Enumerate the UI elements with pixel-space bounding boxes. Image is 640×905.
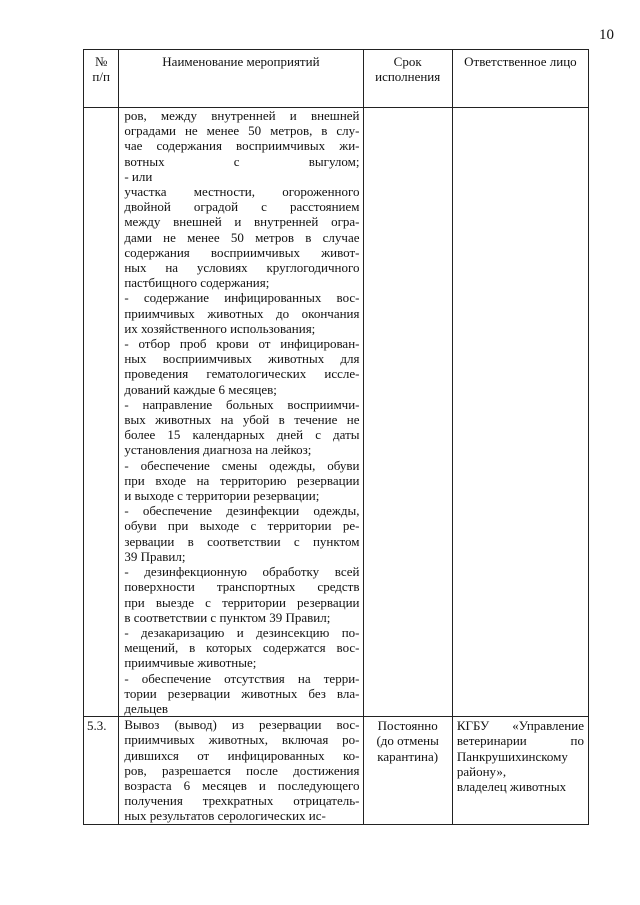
measure-line: дований каждые 6 месяцев; <box>124 381 277 397</box>
measure-line: - содержание инфицированных вос- <box>124 290 360 306</box>
measure-item <box>124 397 359 458</box>
row-5-3-term <box>363 717 452 824</box>
measure-line: ных на условиях круглогодичного <box>124 260 360 276</box>
row-5-3-description <box>119 717 363 824</box>
row-5-3-term-line: Постоянно <box>377 718 438 734</box>
row-5-3-number: 5.3. <box>84 717 119 824</box>
measure-item <box>124 184 359 290</box>
measure-line: оградами не менее 50 метров, в слу- <box>124 123 360 139</box>
table-header-row <box>84 50 589 108</box>
measure-line: зервации в соответствии с пунктом <box>124 533 360 549</box>
measure-line: мещений, в которых содержатся вос- <box>124 640 360 656</box>
measure-line: - обеспечение отсутствия на терри- <box>124 670 360 686</box>
table-row-continued <box>84 108 589 717</box>
header-number <box>84 50 119 108</box>
measure-line: 39 Правил; <box>124 548 186 564</box>
table-row-5-3 <box>84 717 589 824</box>
continued-row-number <box>84 108 119 717</box>
measure-line: - обеспечение смены одежды, обуви <box>124 457 360 473</box>
row-5-3-description-line: получения трехкратных отрицатель- <box>124 793 360 809</box>
header-number-pp: п/п <box>92 69 110 85</box>
measure-line: проведения гематологических иссле- <box>124 366 360 382</box>
measure-line: при входе на территорию резервации <box>124 472 360 488</box>
row-5-3-description-line: приимчивых животных, включая ро- <box>124 732 360 748</box>
measure-item <box>124 290 359 336</box>
measure-line: содержания восприимчивых живот- <box>124 244 360 260</box>
row-5-3-responsible-line: КГБУ «Управление <box>456 718 584 734</box>
measure-line: поверхности транспортных средств <box>124 579 360 595</box>
row-5-3-description-line: дившихся от инфицированных ко- <box>124 747 360 763</box>
measure-line: двойной оградой с расстоянием <box>124 199 360 215</box>
header-term-line-2: исполнения <box>375 69 441 85</box>
row-5-3-term-line: (до отмены <box>376 733 439 749</box>
measure-line: ных восприимчивых животных для <box>124 351 360 367</box>
measure-item <box>124 503 359 564</box>
measure-item <box>124 625 359 671</box>
measure-line: более 15 календарных дней с даты <box>124 427 360 443</box>
header-term-line-1: Срок <box>393 54 422 69</box>
measure-line: вых животных на убой в течение не <box>124 412 360 428</box>
measure-line: вотных с выгулом; <box>124 153 360 169</box>
row-5-3-responsible-line: ветеринарии по <box>456 733 584 749</box>
header-name: Наименование мероприятий <box>119 50 363 108</box>
continued-row-term <box>363 108 452 717</box>
measure-line: приимчивых животных до окончания <box>124 305 360 321</box>
measure-line: дельцев <box>124 700 168 716</box>
measures-table <box>83 49 589 825</box>
continued-row-responsible <box>452 108 588 717</box>
measure-line: обуви при выходе с территории ре- <box>124 518 360 534</box>
measure-line: в соответствии с пунктом 39 Правил; <box>124 609 331 625</box>
measure-line: - отбор проб крови от инфицирован- <box>124 336 360 352</box>
measure-line: - дезинфекционную обработку всей <box>124 564 360 580</box>
measure-line: ров, между внутренней и внешней <box>124 108 360 123</box>
measure-line: между внешней и внутренней огра- <box>124 214 360 230</box>
row-5-3-description-line: Вывоз (вывод) из резервации вос- <box>124 717 360 733</box>
header-number-sign: № <box>94 54 108 69</box>
measure-line: приимчивые животные; <box>124 655 257 671</box>
measure-line: - обеспечение дезинфекции одежды, <box>124 503 360 519</box>
measure-item <box>124 108 359 184</box>
measure-item <box>124 336 359 397</box>
measure-item <box>124 564 359 625</box>
measure-line: при выезде с территории резервации <box>124 594 360 610</box>
row-5-3-description-line: возраста 6 месяцев и последующего <box>124 777 360 793</box>
measure-line: тории резервации животных без вла- <box>124 685 360 701</box>
row-5-3-responsible-line: владелец животных <box>456 778 567 794</box>
measure-line: - направление больных восприимчи- <box>124 396 360 412</box>
row-5-3-description-line: ров, разрешается после достижения <box>124 762 360 778</box>
header-term <box>363 50 452 108</box>
continued-row-description <box>119 108 363 717</box>
measure-line: чае содержания восприимчивых жи- <box>124 138 360 154</box>
row-5-3-description-line: ных результатов серологических ис- <box>124 808 326 824</box>
measure-line: - или <box>124 168 153 184</box>
header-responsible: Ответственное лицо <box>452 50 588 108</box>
row-5-3-responsible <box>452 717 588 824</box>
measure-line: и выходе с территории резервации; <box>124 488 320 504</box>
measure-item <box>124 671 359 717</box>
measure-item <box>124 458 359 504</box>
row-5-3-responsible-line: району», <box>456 763 507 779</box>
row-5-3-term-line: карантина) <box>377 748 439 764</box>
measure-line: участка местности, огороженного <box>124 184 360 200</box>
measure-line: - дезакаризацию и дезинсекцию по- <box>124 624 360 640</box>
row-5-3-responsible-line: Панкрушихинскому <box>456 748 568 764</box>
measure-line: дами не менее 50 метров в случае <box>124 229 360 245</box>
page-number: 10 <box>599 27 614 43</box>
measure-line: установления диагноза на лейкоз; <box>124 442 312 458</box>
measure-line: их хозяйственного использования; <box>124 320 316 336</box>
measure-line: пастбищного содержания; <box>124 275 270 291</box>
